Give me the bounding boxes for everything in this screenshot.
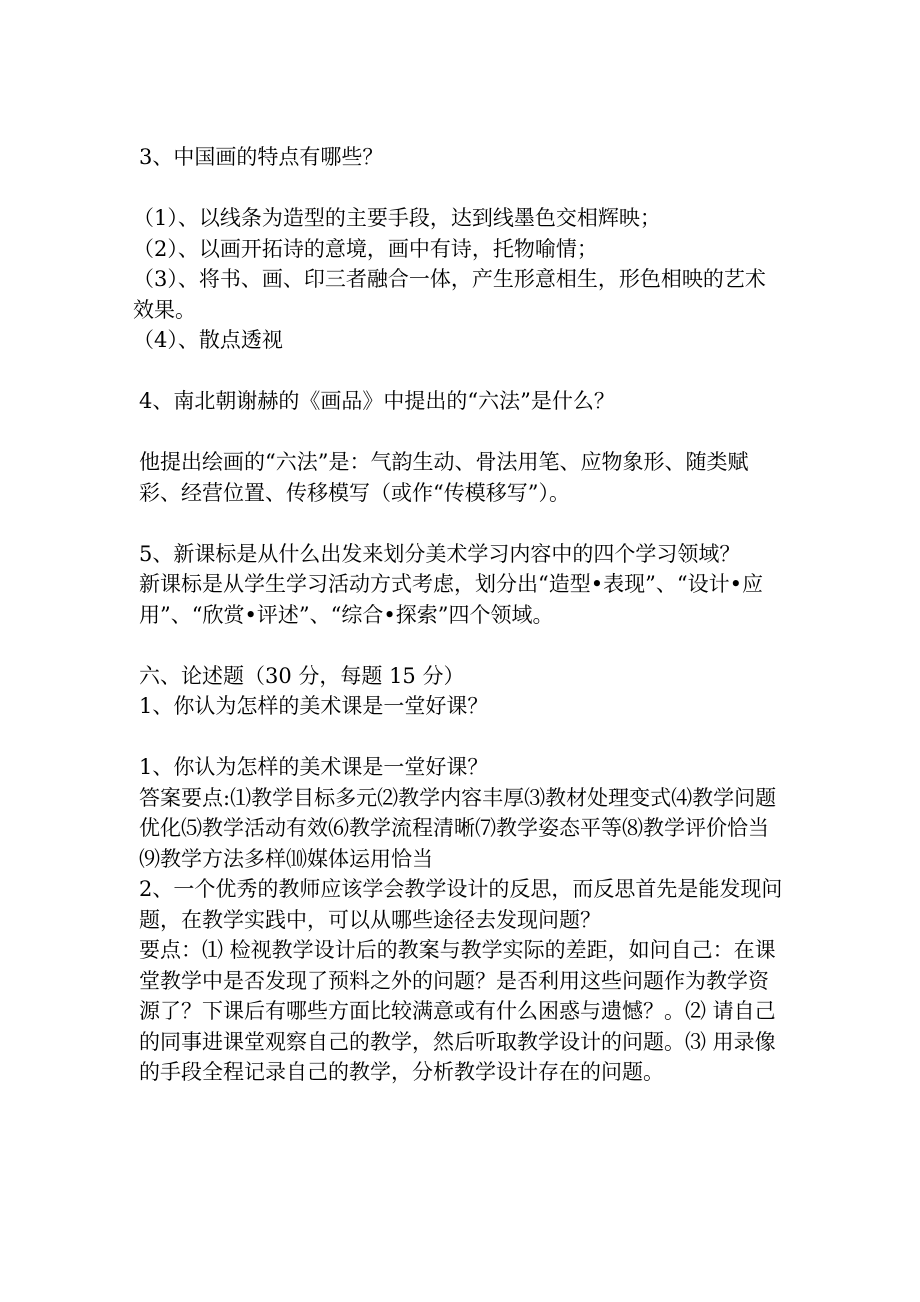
question-5-answer: 新课标是从学生学习活动方式考虑，划分出“造型•表现”、“设计•应用”、“欣赏•评述”、“综合•探索”四个领域。 [139,572,763,627]
section-6-heading: 六、论述题（30 分，每题 15 分） [139,663,465,688]
section-6-question-2-answer: 要点：⑴ 检视教学设计后的教案与教学实际的差距，如问自己：在课堂教学中是否发现了预料之外的问题？是否利用这些问题作为教学资源了？下课后有哪些方面比较满意或有什么困惑与遗憾？。⑵ 请自己的同事进课堂观察自己的教学，然后听取教学设计的问题。⑶ 用录像的手段全程记录自己的教学，分析教学设计存在的问题。 [139,938,776,1084]
section-6-question-2-title: 2、一个优秀的教师应该学会教学设计的反思，而反思首先是能发现问题，在教学实践中，可以从哪些途径去发现问题？ [139,877,783,932]
question-4-title: 4、南北朝谢赫的《画品》中提出的“六法”是什么？ [139,389,615,413]
question-4-answer: 他提出绘画的“六法”是：气韵生动、骨法用笔、应物象形、随类赋彩、经营位置、传移模写（或作“传模移写”）。 [139,450,749,505]
question-3-item-3: （3）、将书、画、印三者融合一体，产生形意相生，形色相映的艺术效果。 [133,267,766,322]
section-6-question-1-title: 1、你认为怎样的美术课是一堂好课？ [139,694,489,718]
section-6-question-1-answer: 答案要点:⑴教学目标多元⑵教学内容丰厚⑶教材处理变式⑷教学问题优化⑸教学活动有效⑹教学流程清晰⑺教学姿态平等⑻教学评价恰当⑼教学方法多样⑽媒体运用恰当 [139,785,777,871]
document-body [133,142,784,1088]
section-6-question-1-title-repeat: 1、你认为怎样的美术课是一堂好课？ [139,755,489,779]
question-3-item-1: （1）、以线条为造型的主要手段，达到线墨色交相辉映； [133,206,661,230]
question-3-title: 3、中国画的特点有哪些？ [139,145,384,169]
question-5-title: 5、新课标是从什么出发来划分美术学习内容中的四个学习领域？ [139,541,741,566]
question-3-item-2: （2）、以画开拓诗的意境，画中有诗，托物喻情； [133,236,598,261]
question-3-item-4: （4）、散点透视 [133,328,283,352]
